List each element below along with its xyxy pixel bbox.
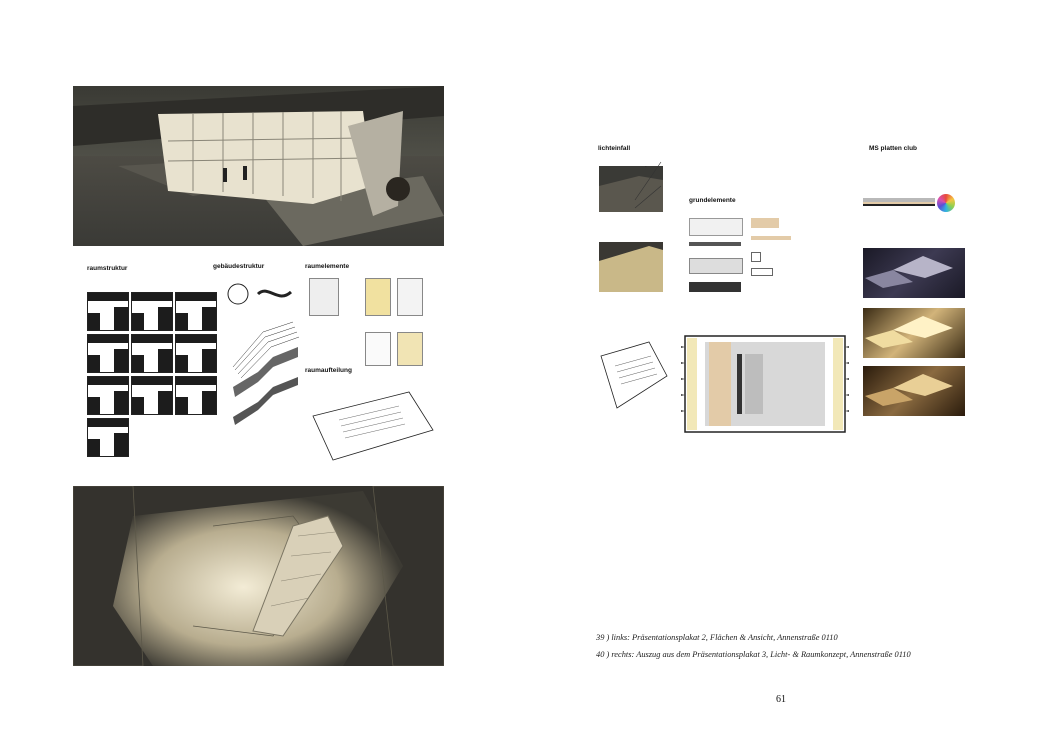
heading-gebaeudestruktur: gebäudestruktur [213, 263, 265, 270]
heading-lichteinfall: lichteinfall [598, 145, 631, 152]
render-dark [863, 248, 965, 298]
structure-diagram [223, 282, 303, 432]
plan-thumbnail [131, 292, 173, 331]
caption-fig40: 40 ) rechts: Auszug aus dem Präsentationsplakat 3, Licht- & Raumkonzept, Annenstraße 0110 [596, 650, 911, 659]
heading-raumstruktur: raumstruktur [87, 265, 128, 272]
plan-thumbnail [87, 292, 129, 331]
element-box [365, 278, 391, 316]
element-swatch [689, 218, 743, 236]
figure-39-poster [73, 86, 444, 666]
element-box [397, 332, 423, 366]
element-swatch [689, 282, 741, 292]
element-swatch [751, 236, 791, 240]
poster-middle-band [73, 258, 444, 470]
plan-thumbnail [87, 418, 129, 457]
element-swatch [689, 242, 741, 246]
plan-thumbnail [87, 334, 129, 373]
element-swatch [751, 252, 761, 262]
render-brown [863, 366, 965, 416]
plan-thumbnail [131, 334, 173, 373]
element-box [309, 278, 339, 316]
heading-ms-platten-club: MS platten club [869, 145, 918, 152]
element-box [365, 332, 391, 366]
plan-thumbnail [131, 376, 173, 415]
page-number: 61 [776, 694, 786, 705]
caption-fig39: 39 ) links: Präsentationsplakat 2, Flächen & Ansicht, Annenstraße 0110 [596, 633, 838, 642]
plan-thumbnail [87, 376, 129, 415]
figure-40-poster [593, 140, 973, 440]
heading-grundelemente: grundelemente [689, 197, 736, 204]
element-box [397, 278, 423, 316]
heading-raumelemente: raumelemente [305, 263, 350, 270]
site-plan [309, 386, 437, 462]
light-ray-lines [633, 160, 663, 210]
heading-raumaufteilung: raumaufteilung [305, 367, 352, 374]
exterior-render [73, 86, 444, 246]
plan-thumbnail [175, 292, 217, 331]
site-sketch [597, 336, 673, 436]
color-wheel-icon [937, 194, 955, 212]
plan-thumbnail [175, 334, 217, 373]
aerial-render [73, 486, 444, 666]
render-warm [863, 308, 965, 358]
element-swatch [751, 268, 773, 276]
plan-thumbnail [175, 376, 217, 415]
wood-swatch [751, 218, 779, 228]
element-swatch [689, 258, 743, 274]
floor-plan [679, 332, 851, 436]
stripe [863, 204, 935, 206]
